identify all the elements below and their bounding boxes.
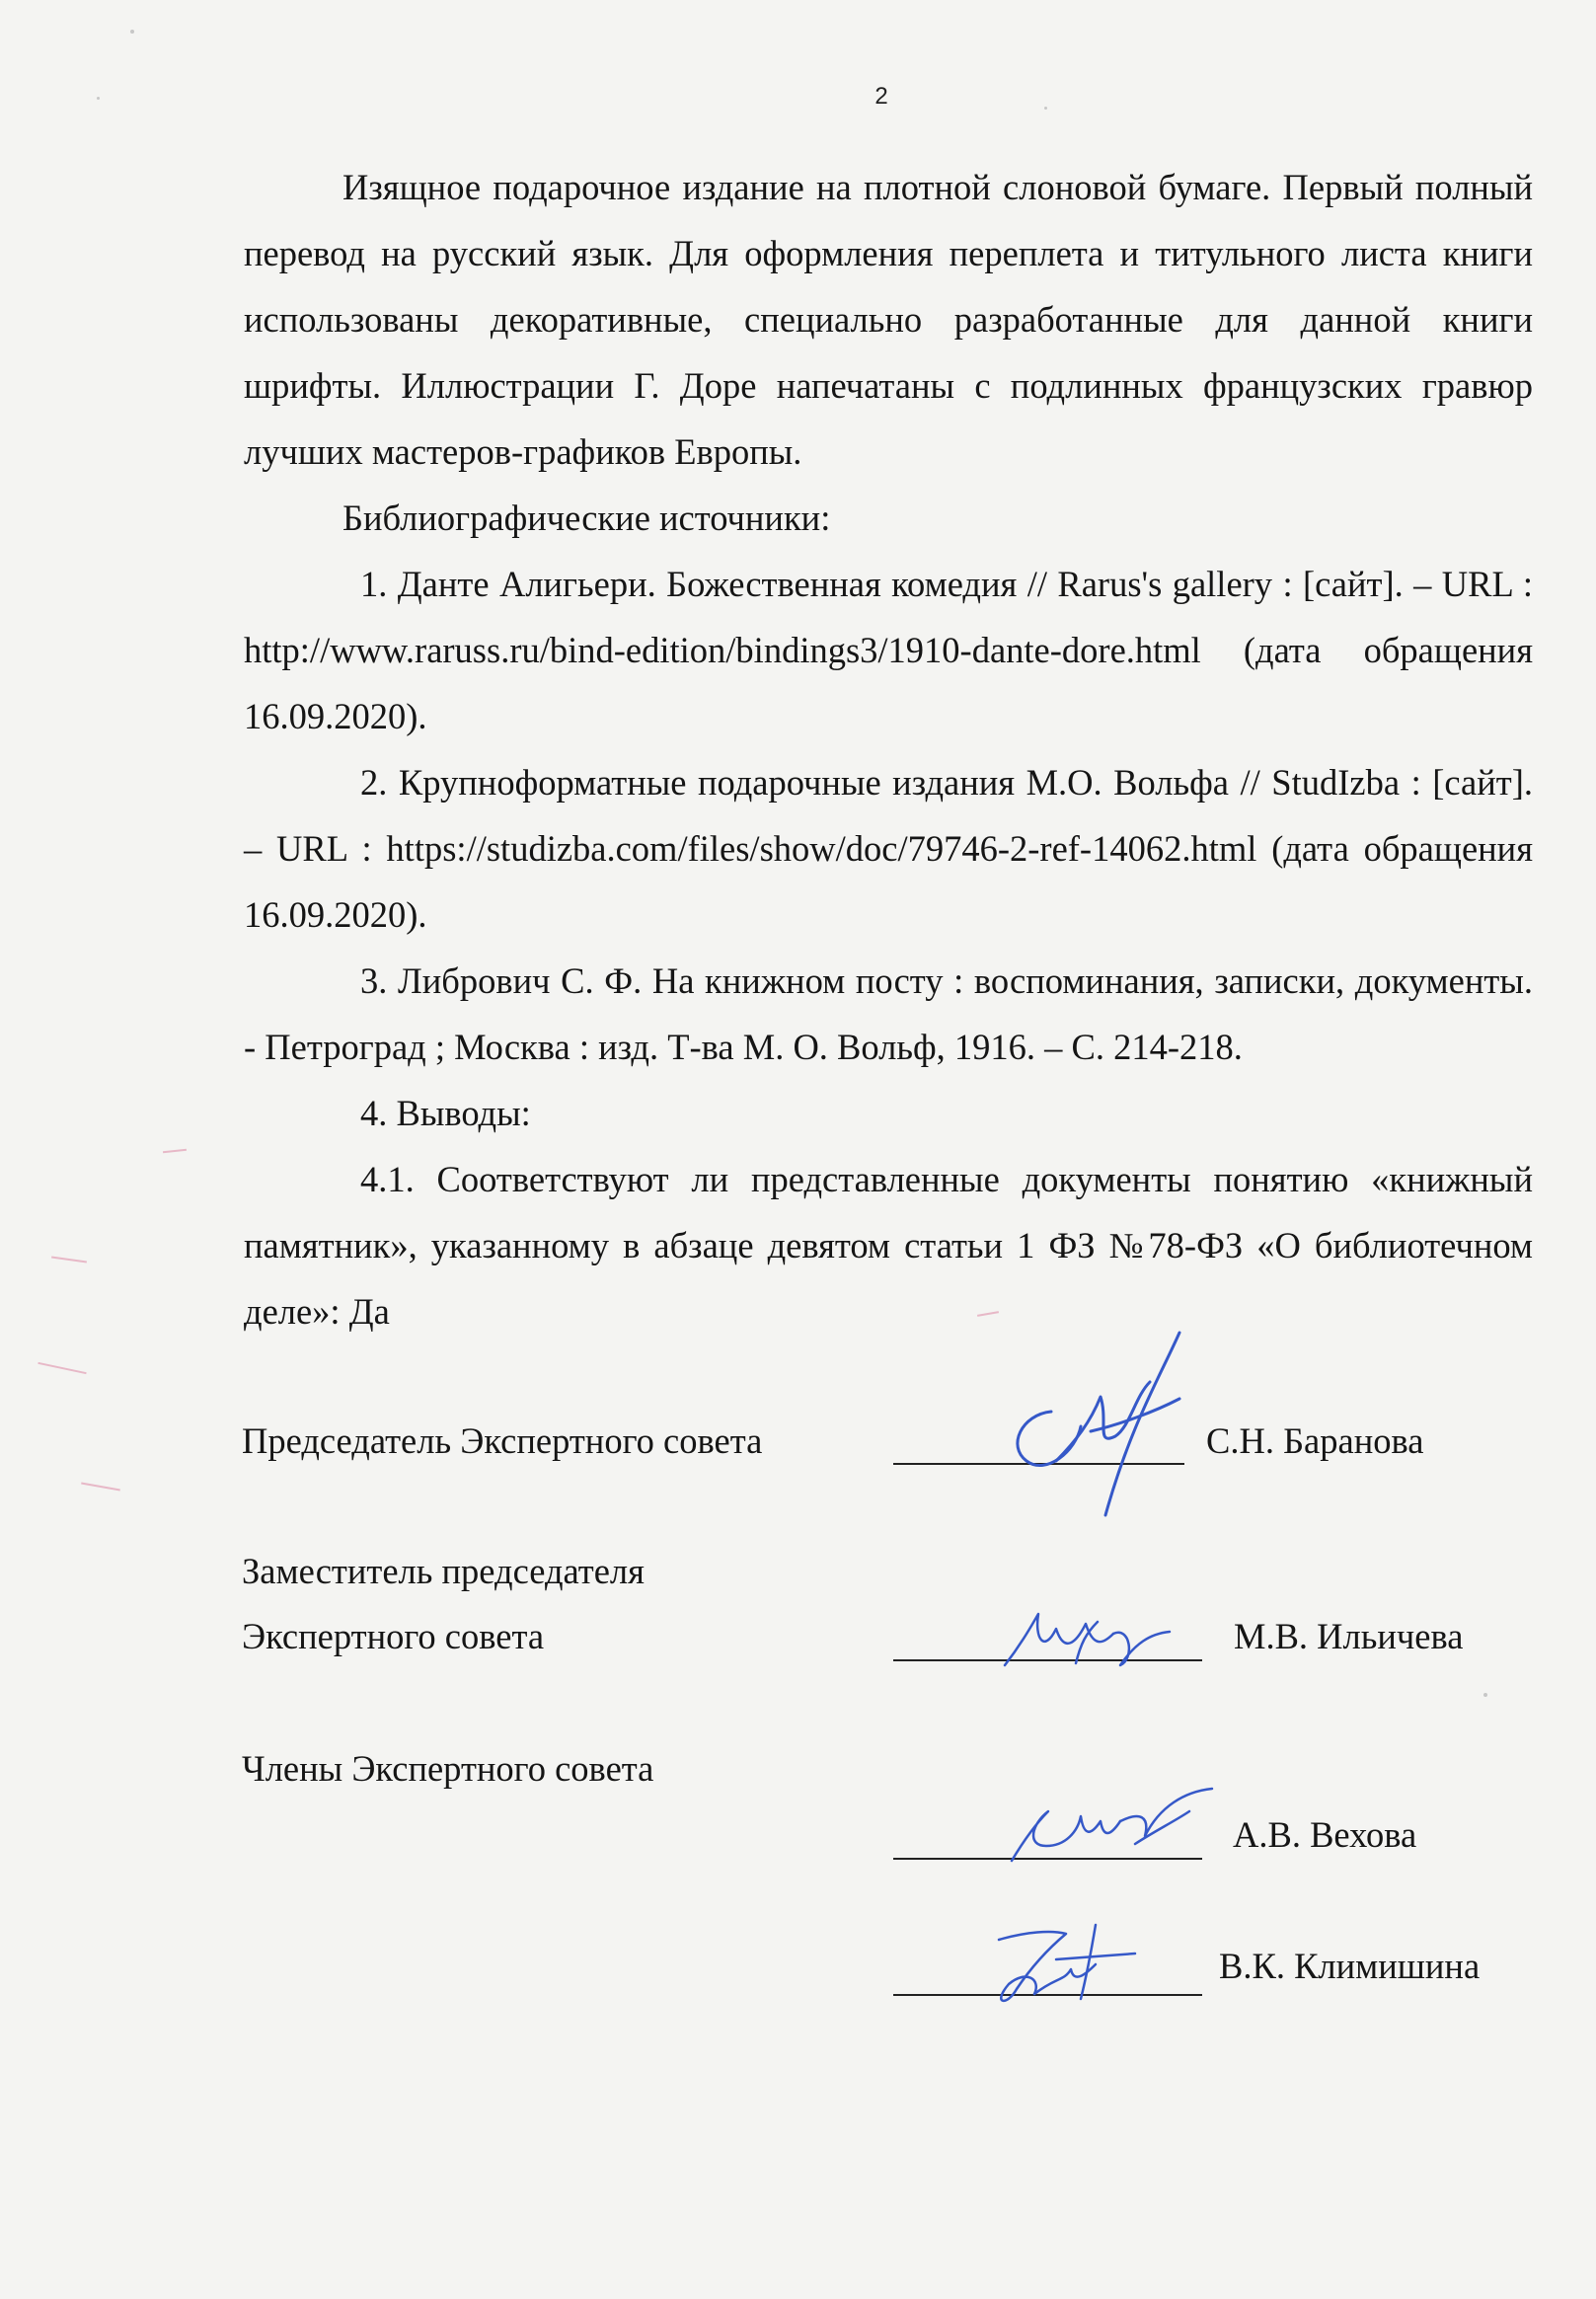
deputy-signature: [987, 1604, 1184, 1683]
chair-name: С.Н. Баранова: [1206, 1420, 1424, 1461]
page-number: 2: [874, 83, 888, 110]
bibliography-heading: Библиографические источники:: [342, 498, 831, 538]
members-title: Члены Экспертного совета: [242, 1748, 654, 1789]
conclusions-heading: 4. Выводы:: [360, 1093, 531, 1133]
scan-speck: [97, 97, 100, 100]
reference-1: 1. Данте Алигьери. Божественная комедия // Rarus's gallery : [сайт]. – URL : http://www.raruss.ru/bind-edition/bindings3/1910-dante-dore.html (дата обращения 16.09.2020).: [244, 564, 1533, 736]
member-1-name: А.В. Вехова: [1233, 1814, 1417, 1855]
description-paragraph: Изящное подарочное издание на плотной слоновой бумаге. Первый полный перевод на русский язык. Для оформления переплета и титульного листа книги использованы декоративные, специально разработанные для данной книги шрифты. Иллюстрации Г. Доре напечатаны с подлинных французских гравюр лучших мастеров-графиков Европы.: [244, 167, 1533, 472]
scan-mark: [81, 1483, 120, 1492]
deputy-title-line-1: Заместитель председателя: [242, 1551, 645, 1591]
member-1-signature: [987, 1777, 1224, 1876]
scan-mark: [38, 1362, 86, 1374]
deputy-title-line-2: Экспертного совета: [242, 1616, 545, 1656]
deputy-name: М.В. Ильичева: [1234, 1616, 1464, 1656]
scan-speck: [1483, 1693, 1487, 1697]
member-2-signature: [948, 1920, 1165, 2019]
reference-2: 2. Крупноформатные подарочные издания М.О. Вольфа // StudIzba : [сайт]. – URL : https://studizba.com/files/show/doc/79746-2-ref-14062.html (дата обращения 16.09.2020).: [244, 762, 1533, 935]
reference-3: 3. Либрович С. Ф. На книжном посту : воспоминания, записки, документы. - Петроград ; Москва : изд. Т-ва М. О. Вольф, 1916. – С. 214-218.: [244, 960, 1533, 1067]
scan-mark: [163, 1149, 187, 1153]
conclusion-4-1: 4.1. Соответствуют ли представленные документы понятию «книжный памятник», указанному в абзаце девятом статьи 1 ФЗ №78-ФЗ «О библиотечном деле»: Да: [244, 1159, 1533, 1332]
chair-signature: [982, 1328, 1209, 1520]
scan-mark: [51, 1257, 87, 1264]
chair-title: Председатель Экспертного совета: [242, 1420, 763, 1461]
scan-speck: [1044, 107, 1047, 110]
scan-speck: [130, 30, 134, 34]
document-body: [244, 154, 1533, 1344]
member-2-name: В.К. Климишина: [1219, 1946, 1481, 1986]
